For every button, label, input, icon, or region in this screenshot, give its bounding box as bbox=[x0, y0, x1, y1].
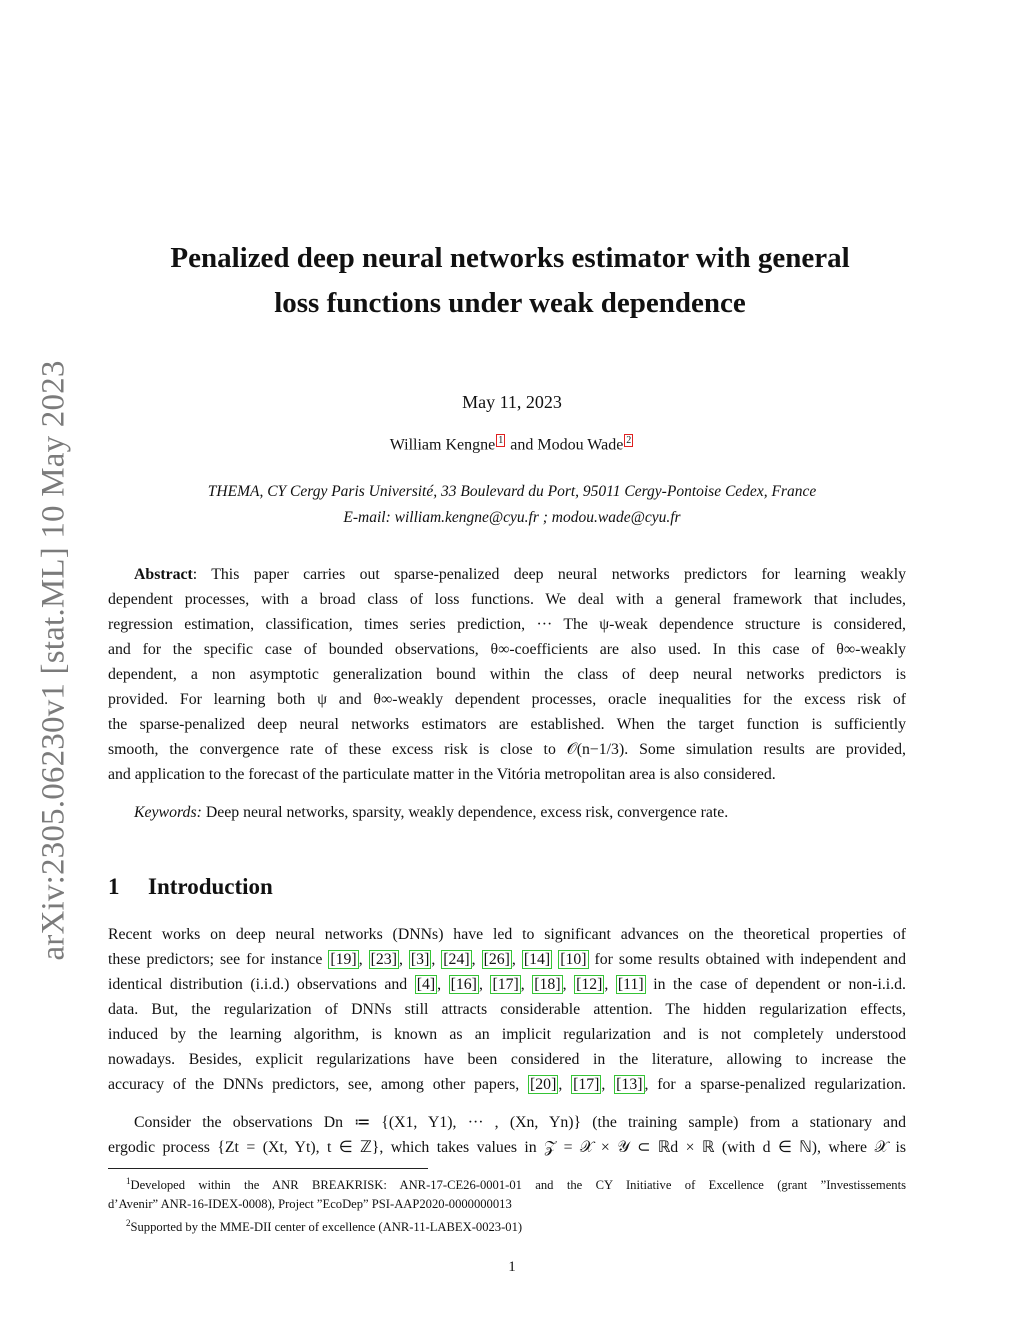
abstract bbox=[108, 562, 906, 787]
citation-link[interactable]: [26] bbox=[483, 951, 510, 968]
citation-link[interactable]: [13] bbox=[616, 1076, 643, 1093]
section-title: Introduction bbox=[148, 874, 273, 899]
footnotes bbox=[108, 1172, 906, 1237]
footnote-divider bbox=[108, 1168, 428, 1169]
title-line-1: Penalized deep neural networks estimator with general bbox=[170, 242, 850, 274]
citation-link[interactable]: [19] bbox=[330, 951, 357, 968]
intro-line: these predictors; see for instance [19] , [23] , [3] , [24] , [26] , [14] [10] for some results obtained with independent and bbox=[108, 951, 906, 968]
intro-line: accuracy of the DNNs predictors, see, among other papers, [20] , [17] , [13] , for a sparse-penalized regularization. bbox=[108, 1076, 906, 1093]
paper-date: May 11, 2023 bbox=[462, 392, 562, 412]
keywords bbox=[108, 800, 906, 825]
citation-link[interactable]: [18] bbox=[534, 976, 561, 993]
citation-link[interactable]: [4] bbox=[416, 976, 436, 993]
section-number: 1 bbox=[108, 874, 120, 899]
intro-line: induced by the learning algorithm, is known as an implicit regularization and is not completely understood bbox=[108, 1026, 906, 1043]
affiliation: THEMA, CY Cergy Paris Université, 33 Boulevard du Port, 95011 Cergy-Pontoise Cedex, France bbox=[207, 483, 817, 500]
abstract-line: Abstract: This paper carries out sparse-penalized deep neural networks predictors for learning weakly bbox=[134, 566, 906, 583]
arxiv-side-stamp bbox=[30, 359, 78, 961]
citation-link[interactable]: [23] bbox=[370, 951, 397, 968]
intro-paragraph-2 bbox=[108, 1110, 906, 1160]
abstract-line: provided. For learning both ψ and θ∞-weakly dependent processes, oracle inequalities for the excess risk of bbox=[108, 691, 906, 708]
paper-title bbox=[100, 236, 920, 326]
abstract-line: the sparse-penalized deep neural networks estimators are established. When the target function is sufficiently bbox=[108, 716, 906, 733]
citation-link[interactable]: [16] bbox=[450, 976, 477, 993]
citation-link[interactable]: [3] bbox=[410, 951, 430, 968]
citation-link[interactable]: [20] bbox=[530, 1076, 557, 1093]
abstract-line: dependent processes, with a broad class of loss functions. We deal with a general framework that includes, bbox=[108, 591, 906, 608]
citation-link[interactable]: [14] bbox=[523, 951, 551, 968]
intro-line: nowadays. Besides, explicit regularizations have been considered in the literature, allowing to increase the bbox=[108, 1051, 906, 1068]
arxiv-id-text: arXiv:2305.06230v1 [stat.ML] 10 May 2023 bbox=[35, 359, 72, 961]
keywords-line bbox=[108, 800, 906, 825]
citation-link[interactable]: [12] bbox=[576, 976, 603, 993]
author-line bbox=[0, 436, 1024, 454]
intro-line: Recent works on deep neural networks (DNNs) have led to significant advances on the theoretical properties of bbox=[108, 926, 906, 943]
intro-line: data. But, the regularization of DNNs still attracts considerable attention. The hidden regularization effects, bbox=[108, 1001, 906, 1018]
citation-link[interactable]: [17] bbox=[492, 976, 519, 993]
email-line: E-mail: william.kengne@cyu.fr ; modou.wade@cyu.fr bbox=[343, 509, 681, 526]
footnote-1-cont: d’Avenir” ANR-16-IDEX-0008), Project ”EcoDep” PSI-AAP2020-0000000013 bbox=[108, 1197, 512, 1212]
footnote-2: $^2$Supported by the MME-DII center of excellence (ANR-11-LABEX-0023-01) bbox=[126, 1218, 523, 1235]
section-heading bbox=[108, 874, 273, 900]
page-number: 1 bbox=[508, 1259, 516, 1275]
abstract-line: and application to the forecast of the particulate matter in the Vitória metropolitan area is also considered. bbox=[108, 766, 776, 783]
author-2: and Modou Wade bbox=[510, 436, 624, 454]
citation-link[interactable]: [10] bbox=[560, 951, 587, 968]
keywords-text: Deep neural networks, sparsity, weakly dependence, excess risk, convergence rate. bbox=[205, 804, 729, 821]
footnote-link-2[interactable]: 2 bbox=[626, 435, 632, 446]
abstract-line: regression estimation, classification, times series prediction, ··· The ψ-weak dependence structure is considered, bbox=[108, 616, 906, 633]
citation-link[interactable]: [11] bbox=[617, 976, 644, 993]
title-line-2: loss functions under weak dependence bbox=[274, 287, 746, 319]
author-1: William Kengne bbox=[389, 436, 496, 454]
intro-paragraph-1 bbox=[108, 922, 906, 1097]
intro-line: ergodic process {Zt = (Xt, Yt), t ∈ ℤ}, which takes values in 𝒵 = 𝒳 × 𝒴 ⊂ ℝd × ℝ (with d ∈ ℕ), where 𝒳 is bbox=[108, 1139, 906, 1156]
abstract-line: dependent, a non asymptotic generalization bound within the class of deep neural networks predictors is bbox=[108, 666, 906, 683]
abstract-line: smooth, the convergence rate of these excess risk is close to 𝒪(n−1/3). Some simulation results are provided, bbox=[108, 741, 906, 758]
intro-line: identical distribution (i.i.d.) observations and [4] , [16] , [17] , [18] , [12] , [11] in the case of dependent or non-i.i.d. bbox=[108, 976, 906, 993]
citation-link[interactable]: [24] bbox=[443, 951, 470, 968]
keywords-label: Keywords: bbox=[134, 804, 202, 821]
footnote-1: $^1$Developed within the ANR BREAKRISK: ANR-17-CE26-0001-01 and the CY Initiative of Excellence (grant ”Investissements bbox=[126, 1176, 906, 1193]
abstract-label: Abstract bbox=[134, 566, 193, 583]
footnote-link-1[interactable]: 1 bbox=[498, 435, 504, 446]
abstract-line: and for the specific case of bounded observations, θ∞-coefficients are also used. In this case of θ∞-weakly bbox=[108, 641, 906, 658]
citation-link[interactable]: [17] bbox=[573, 1076, 600, 1093]
intro-line: Consider the observations Dn ≔ {(X1, Y1), ··· , (Xn, Yn)} (the training sample) from a stationary and bbox=[134, 1114, 906, 1131]
